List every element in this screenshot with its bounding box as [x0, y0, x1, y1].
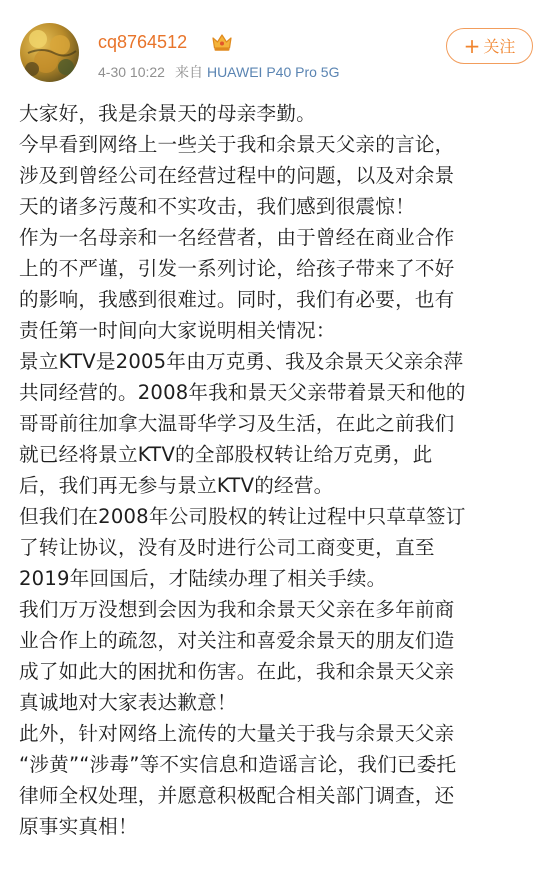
- username[interactable]: cq8764512: [98, 32, 188, 52]
- post-line: 作为一名母亲和一名经营者，由于曾经在商业合作: [19, 226, 455, 249]
- post-line: 就已经将景立KTV的全部股权转让给万克勇，此: [19, 443, 433, 466]
- device-name[interactable]: HUAWEI P40 Pro 5G: [206, 64, 340, 80]
- post-header: [0, 0, 554, 92]
- avatar[interactable]: [20, 23, 79, 82]
- vip-crown-icon: [210, 30, 234, 54]
- post-line: 大家好，我是余景天的母亲李勤。: [19, 102, 316, 125]
- post-line: 今早看到网络上一些关于我和余景天父亲的言论，: [19, 133, 455, 156]
- post-line: 2019年回国后，才陆续办理了相关手续。: [19, 567, 387, 590]
- post-line: 我们万万没想到会因为我和余景天父亲在多年前商: [19, 598, 455, 621]
- post-line: 天的诸多污蔑和不实攻击，我们感到很震惊！: [19, 195, 415, 218]
- post-line: 景立KTV是2005年由万克勇、我及余景天父亲余萍: [19, 350, 464, 373]
- post-line: 了转让协议，没有及时进行公司工商变更，直至: [19, 536, 435, 559]
- post-line: 责任第一时间向大家说明相关情况：: [19, 319, 336, 342]
- post-line: 的影响，我感到很难过。同时，我们有必要，也有: [19, 288, 455, 311]
- post-line: 此外，针对网络上流传的大量关于我与余景天父亲: [19, 722, 455, 745]
- post-line: 上的不严谨，引发一系列讨论，给孩子带来了不好: [19, 257, 455, 280]
- post-line: 真诚地对大家表达歉意！: [19, 691, 237, 714]
- follow-button[interactable]: [446, 28, 533, 64]
- via-label: 来自: [174, 64, 203, 80]
- post-line: 但我们在2008年公司股权的转让过程中只草草签订: [19, 505, 466, 528]
- post-line: 后，我们再无参与景立KTV的经营。: [19, 474, 334, 497]
- follow-label: 关注: [483, 37, 516, 56]
- avatar-image: [20, 23, 79, 82]
- post-time: 4-30 10:22: [98, 64, 165, 80]
- post-line: 原事实真相！: [19, 815, 138, 838]
- post-line: 业合作上的疏忽，对关注和喜爱余景天的朋友们造: [19, 629, 455, 652]
- post-line: 共同经营的。2008年我和景天父亲带着景天和他的: [19, 381, 466, 404]
- post-line: “涉黄”“涉毒”等不实信息和造谣言论，我们已委托: [19, 753, 457, 776]
- post-line: 涉及到曾经公司在经营过程中的问题，以及对余景: [19, 164, 455, 187]
- plus-icon: +: [463, 34, 481, 58]
- post-body: [19, 98, 539, 842]
- post-line: 律师全权处理，并愿意积极配合相关部门调查，还: [19, 784, 455, 807]
- post-line: 哥哥前往加拿大温哥华学习及生活，在此之前我们: [19, 412, 455, 435]
- post-line: 成了如此大的困扰和伤害。在此，我和余景天父亲: [19, 660, 455, 683]
- post-meta: [98, 63, 339, 81]
